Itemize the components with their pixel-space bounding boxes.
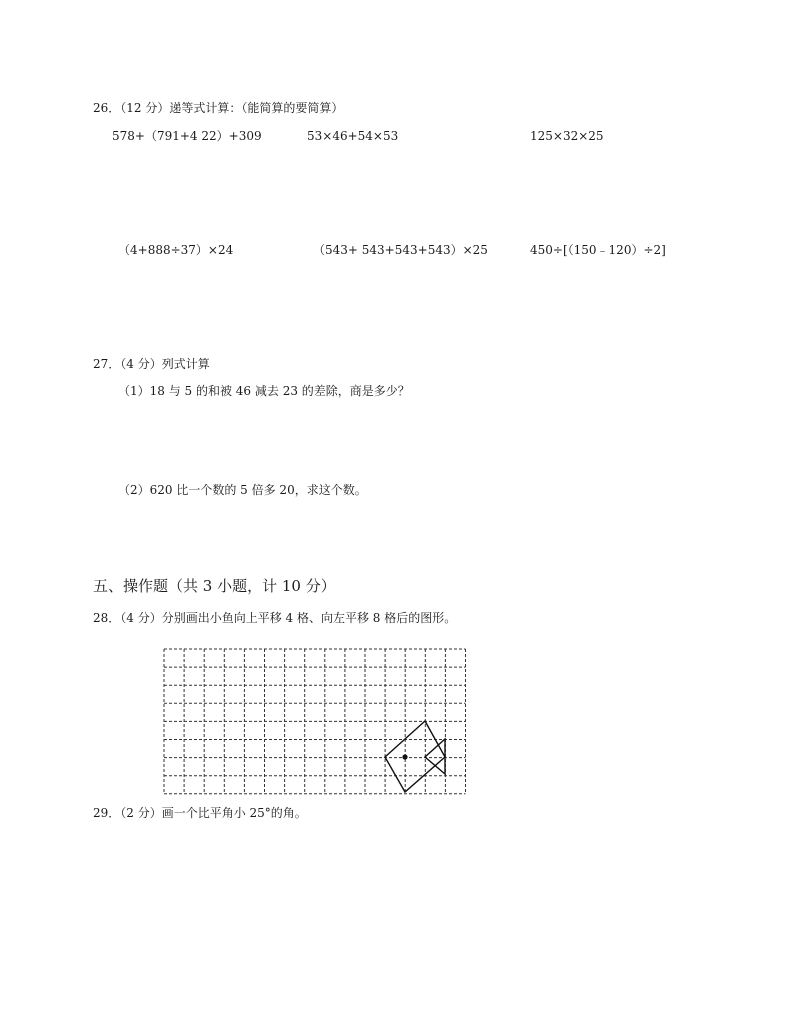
q26-expr-3: 125×32×25 (530, 129, 604, 143)
q26-expr-5: （543+ 543+543+543）×25 (313, 243, 488, 257)
section5-title: 五、操作题（共 3 小题，计 10 分） (93, 577, 336, 595)
fish-body (385, 721, 445, 792)
q26-title: 26．（12 分）递等式计算：（能简算的要简算） (93, 101, 344, 115)
translation-grid (163, 646, 469, 796)
q27-title: 27．（4 分）列式计算 (93, 357, 210, 371)
q27-sub1: （1）18 与 5 的和被 46 减去 23 的差除，商是多少？ (118, 384, 410, 398)
fish-eye (402, 754, 407, 759)
q27-sub2: （2）620 比一个数的 5 倍多 20，求这个数。 (118, 483, 367, 497)
q26-expr-2: 53×46+54×53 (307, 129, 399, 143)
q26-expr-6: 450÷[（150﹣120）÷2] (530, 243, 666, 257)
q26-expr-4: （4+888÷37）×24 (118, 243, 234, 257)
q28-title: 28．（4 分）分别画出小鱼向上平移 4 格、向左平移 8 格后的图形。 (93, 611, 457, 625)
grid-lines (164, 649, 466, 794)
fish-tail (425, 739, 445, 774)
q29-title: 29．（2 分）画一个比平角小 25°的角。 (93, 806, 307, 820)
q26-expr-1: 578+（791+4 22）+309 (112, 129, 262, 143)
